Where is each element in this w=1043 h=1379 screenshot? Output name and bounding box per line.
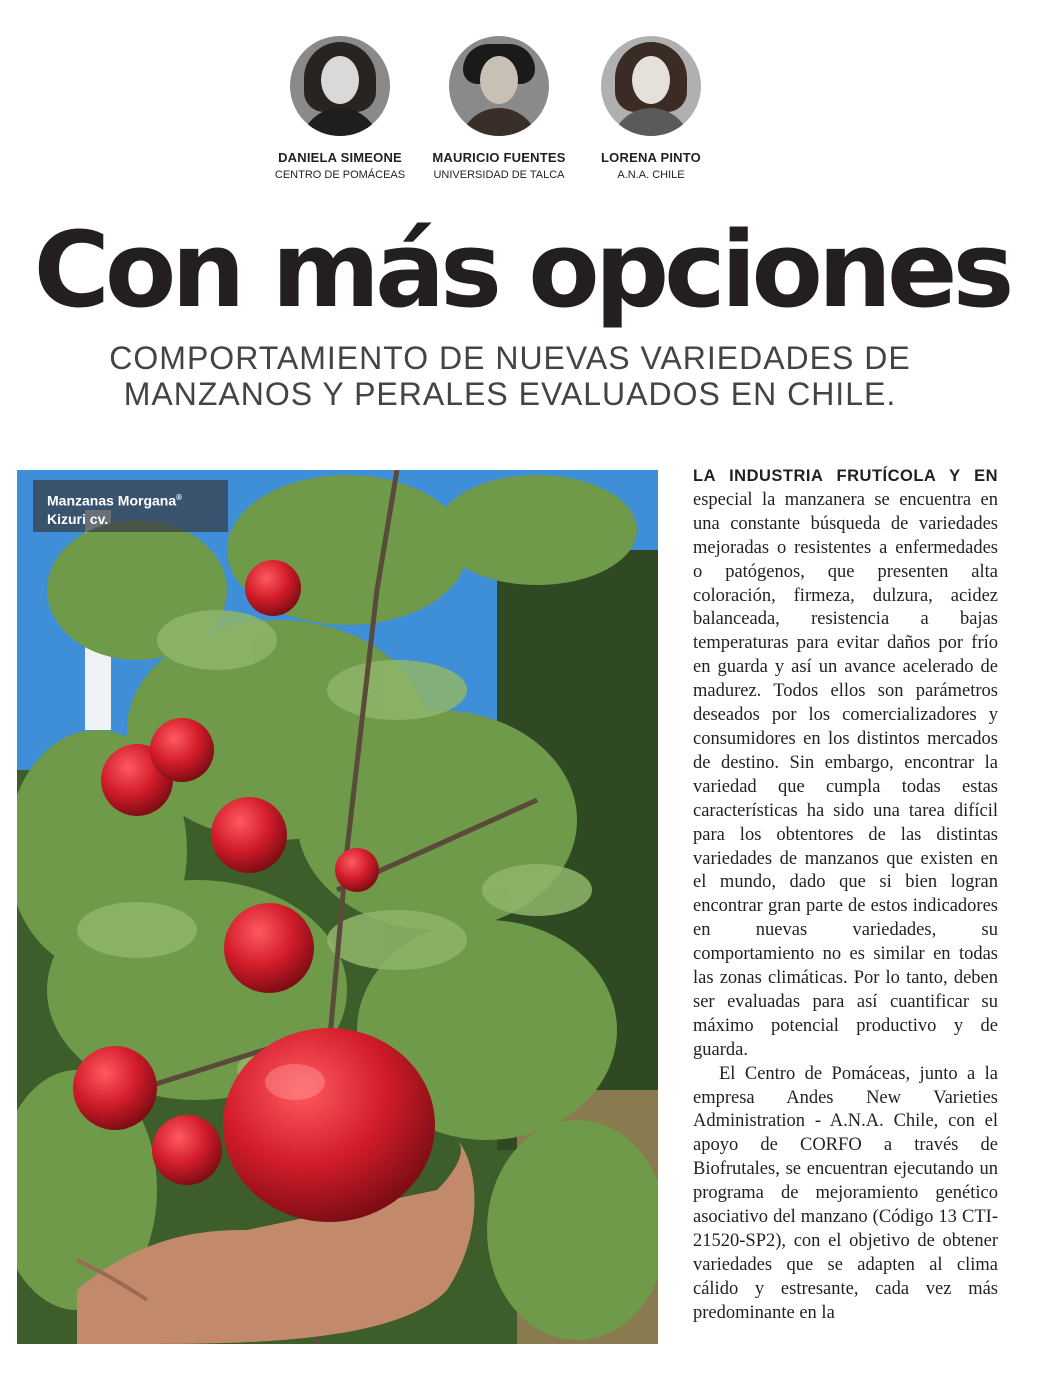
- subheadline-line: MANZANOS Y PERALES EVALUADOS EN CHILE.: [123, 376, 897, 412]
- caption-cultivar: Kizuri cv.: [47, 510, 109, 527]
- article-paragraph-text: especial la manzanera se encuentra en una constante búsqueda de variedades mejoradas o resistentes a enfermedades o patógenos, que presenten alta coloración, firmeza, dulzura, acidez balanceada, resistencia a bajas temperaturas para evitar daños por frío en guarda y así un avance acelerado de madurez. Todos ellos son parámetros deseados por los comercializadores y consumidores en los distintos mercados de destino. Sin embargo, encontrar la variedad que cumpla todas estas características ha sido una tarea difícil para los obtentores de las distintas variedades de manzanos que existen en el mundo, dado que si bien logran encontrar gran parte de estos indicadores en nuevas variedades, su comportamiento no es similar en todas las zonas climáticas. Por lo tanto, deben ser evaluadas para así cuantificar su máximo potencial productivo y de guarda.: [693, 489, 998, 1060]
- author-card: [571, 36, 731, 181]
- author-name: DANIELA SIMEONE: [278, 150, 402, 165]
- avatar: [449, 36, 549, 136]
- avatar: [601, 36, 701, 136]
- caption-title: Manzanas Morgana: [47, 492, 177, 509]
- article-lead: LA INDUSTRIA FRUTÍCOLA Y EN: [693, 467, 998, 485]
- article-body: [693, 465, 998, 1350]
- subheadline-line: COMPORTAMIENTO DE NUEVAS VARIEDADES DE: [109, 340, 911, 376]
- author-org: UNIVERSIDAD DE TALCA: [433, 169, 565, 181]
- author-name: LORENA PINTO: [601, 150, 701, 165]
- photo-caption: [33, 480, 228, 532]
- author-org: CENTRO DE POMÁCEAS: [274, 169, 406, 181]
- article-paragraph: [693, 465, 998, 1063]
- headline: Con más opciones: [33, 209, 1010, 331]
- author-org: A.N.A. CHILE: [617, 169, 685, 181]
- article-paragraph: El Centro de Pomáceas, junto a la empresa Andes New Varieties Administration - A.N.A. Chile, con el apoyo de CORFO a través de Biofrutales, se encuentran ejecutando un programa de mejoramiento genético asociativo del manzano (Código 13 CTI-21520-SP2), con el objetivo de obtener variedades que se adapten al clima cálido y estresante, cada vez más predominante en la: [693, 1063, 998, 1323]
- author-card: [419, 36, 579, 181]
- subheadline: [0, 340, 1020, 412]
- apple-photo: [17, 470, 658, 1344]
- author-card: [260, 36, 420, 181]
- author-name: MAURICIO FUENTES: [432, 150, 566, 165]
- avatar: [290, 36, 390, 136]
- apple-tree-illustration: [17, 470, 658, 1344]
- registered-mark: ®: [176, 493, 183, 502]
- authors-row: [0, 36, 1043, 186]
